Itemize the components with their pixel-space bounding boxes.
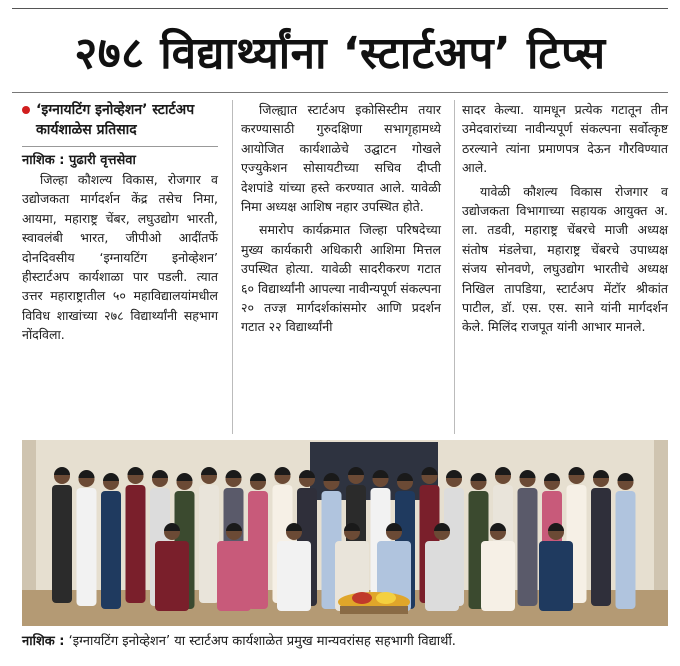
standing-person [518,470,538,606]
subheadline-text: ‘इग्नायटिंग इनोव्हेशन’ स्टार्टअप कार्यशाळेस प्रतिसाद [36,102,195,138]
paragraph: जिल्ह्यात स्टार्टअप इकोसिस्टीम तयार करण्यासाठी गुरुदक्षिणा सभागृहामध्ये आयोजित कार्यशाळेचे उद्घाटन गोखले एज्युकेशन सोसायटीच्या सचिव दीप्ती देशपांडे यांच्या हस्ते करण्यात आले. यावेळी निमा अध्यक्ष आशिष नहार उपस्थित होते. [241,102,441,215]
standing-person [616,473,636,609]
headline-rule [12,92,668,93]
paragraph: यावेळी कौशल्य विकास रोजगार व उद्योजकता विभागाच्या सहायक आयुक्त अ. ला. तडवी, महाराष्ट्र चेंबरचे माजी अध्यक्ष संतोष मंडलेचा, महाराष्ट्र चेंबरचे उपाध्यक्ष संजय सोनवणे, लघुउद्योग भारतीचे अध्यक्ष निखिल तापडिया, स्टार्टअप मेंटॉर श्रीकांत पाटील, डॉ. एस. एस. साने यांनी मार्गदर्शन केले. मिलिंद राजपूत यांनी आभार मानले. [462,183,668,335]
photo-caption [22,632,668,652]
headline: २७८ विद्यार्थ्यांना ‘स्टार्टअप’ टिप्स [74,28,606,79]
dateline: नाशिक : पुढारी वृत्तसेवा [22,153,136,168]
group-photo-illustration [22,440,668,626]
caption-place: नाशिक : [22,634,65,649]
column-2 [241,100,441,337]
column-divider [454,100,455,434]
group-photo [22,440,668,626]
standing-person [52,467,72,603]
column-divider [232,100,233,434]
caption-text: ‘इग्नायटिंग इनोव्हेशन’ या स्टार्टअप कार्यशाळेत प्रमुख मान्यवरांसह सहभागी विद्यार्थी. [68,634,456,649]
paragraph: समारोप कार्यक्रमात जिल्हा परिषदेच्या मुख्य कार्यकारी अधिकारी आशिमा मित्तल उपस्थित होत्या. यावेळी सादरीकरण गटात ६० विद्यार्थ्यांनी आपल्या नावीन्यपूर्ण संकल्पना २० तज्ज्ञ मार्गदर्शकांसमोर आणि प्रदर्शन गटात २२ विद्यार्थ्यांनी [241,222,441,335]
paragraph: जिल्हा कौशल्य विकास, रोजगार व उद्योजकता मार्गदर्शन केंद्र तसेच निमा, आयमा, महाराष्ट्र चेंबर, लघुउद्योग भारती, स्वावलंबी भारत, जीपीओ आदींतर्फे दोनदिवसीय ‘इग्नायटिंग इनोव्हेशन’ हीस्टार्टअप कार्यशाळा पार पडली. त्यात उत्तर महाराष्ट्रातील ५० महाविद्यालयांमधील विविध शाखांच्या २७८ विद्यार्थ्यांनी सहभाग नोंदविला. [22,172,218,343]
column-3 [462,100,668,337]
subheadline [22,100,218,140]
paragraph: सादर केल्या. यामधून प्रत्येक गटातून तीन उमेदवारांच्या नावीन्यपूर्ण संकल्पना सर्वोत्कृष्ट ठरल्याने त्यांना प्रमाणपत्र देऊन गौरविण्यात आले. [462,102,668,176]
standing-person [101,473,121,609]
red-bullet-icon [22,106,30,114]
column-1 [22,100,218,345]
standing-person [77,470,97,606]
top-rule [12,8,668,9]
standing-person [591,470,611,606]
standing-person [126,467,146,603]
standing-person [199,467,219,603]
subheadline-rule [22,146,218,147]
